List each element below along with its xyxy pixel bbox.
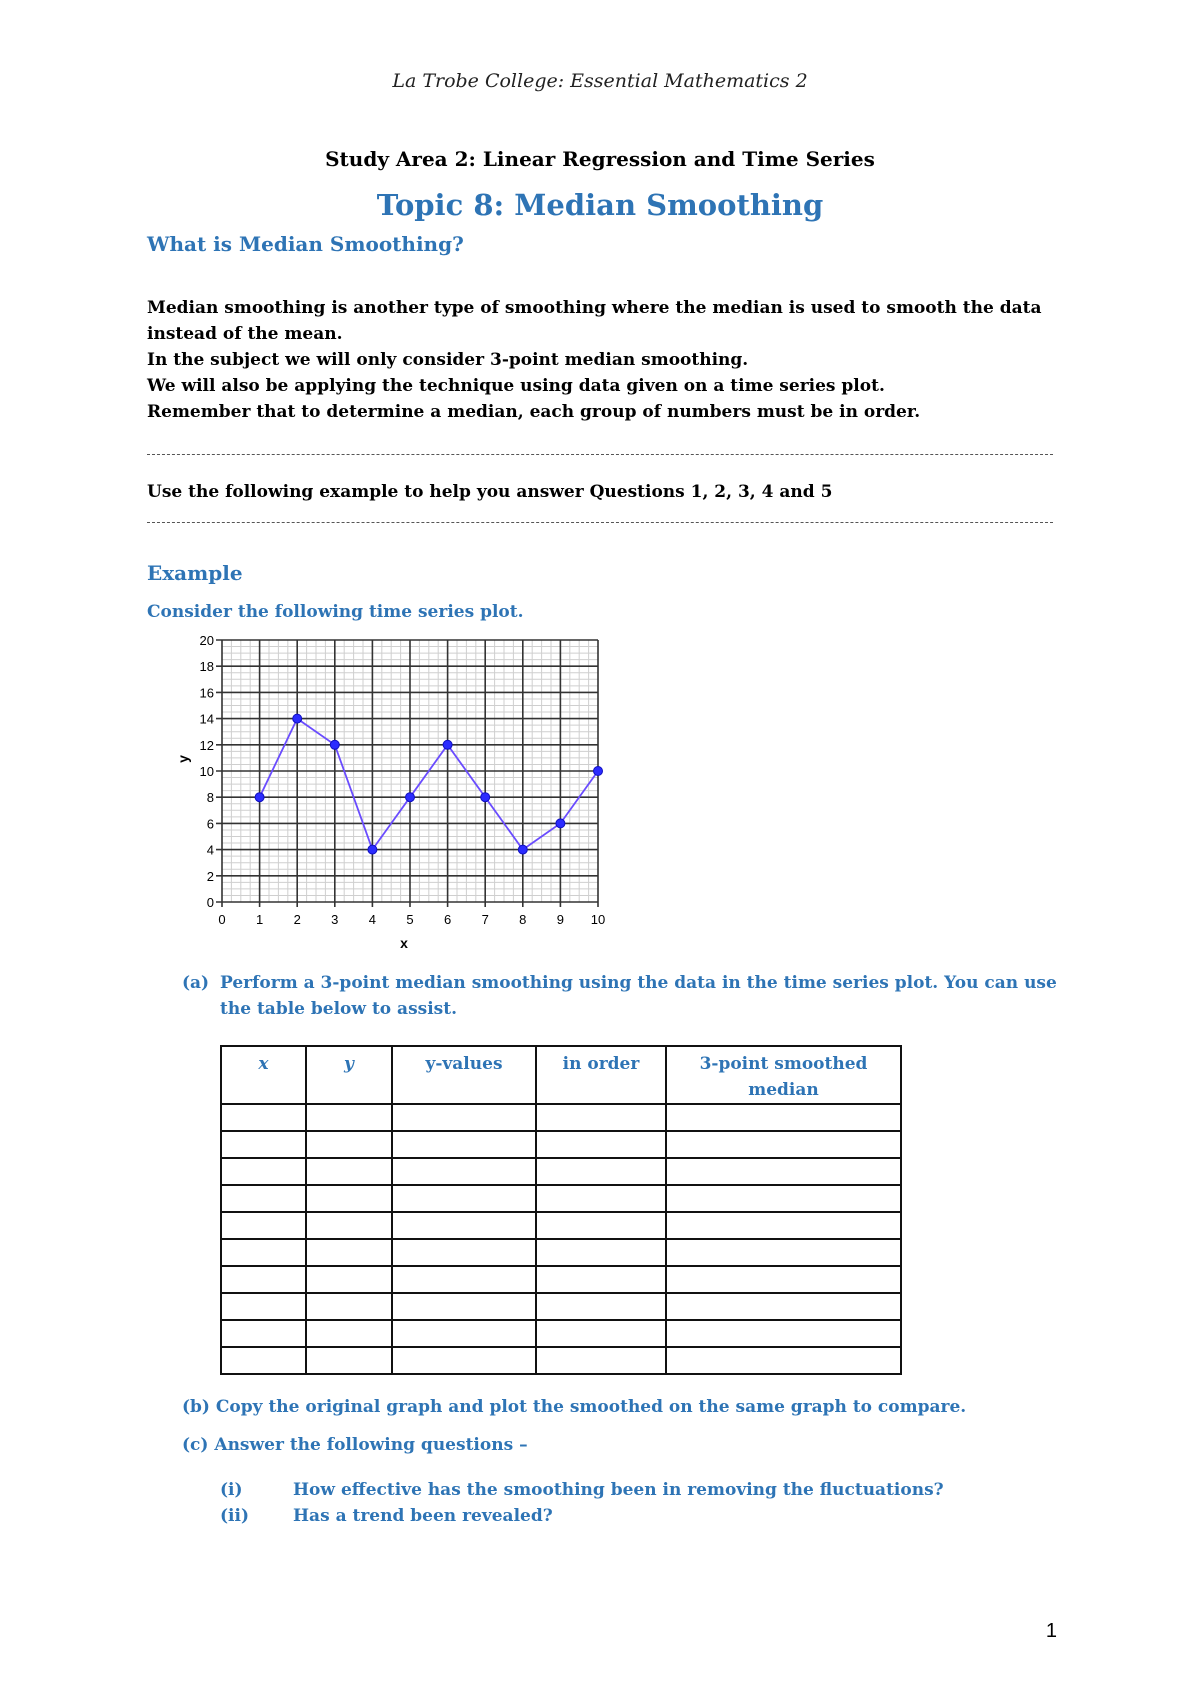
data-point [556, 819, 565, 828]
table-cell[interactable] [666, 1104, 901, 1131]
intro-paragraph [147, 295, 1067, 425]
x-tick-label: 2 [293, 912, 301, 927]
y-tick-label: 12 [199, 737, 214, 753]
table-cell[interactable] [536, 1239, 666, 1266]
x-tick-label: 10 [590, 912, 606, 927]
col-header-smoothed-median: 3-point smoothed median [666, 1046, 901, 1104]
x-tick-label: 4 [368, 912, 377, 927]
y-tick-label: 18 [199, 659, 214, 675]
table-cell[interactable] [221, 1266, 306, 1293]
sub-question-label: (ii) [220, 1506, 250, 1526]
y-tick-label: 2 [206, 868, 214, 884]
table-header-row [221, 1046, 901, 1104]
table-row [221, 1104, 901, 1131]
table-row [221, 1158, 901, 1185]
table-cell[interactable] [392, 1212, 536, 1239]
x-tick-label: 9 [556, 912, 565, 927]
y-tick-label: 16 [199, 685, 214, 701]
table-cell[interactable] [306, 1131, 392, 1158]
y-tick-label: 10 [199, 764, 214, 779]
col-header-y: y [306, 1046, 392, 1104]
table-cell[interactable] [221, 1320, 306, 1347]
time-series-chart [175, 625, 625, 955]
table-cell[interactable] [536, 1131, 666, 1158]
x-tick-label: 8 [519, 912, 527, 927]
page-number: 1 [1045, 1620, 1057, 1642]
table-cell[interactable] [666, 1158, 901, 1185]
table-cell[interactable] [221, 1347, 306, 1374]
table-cell[interactable] [221, 1293, 306, 1320]
x-axis-label: x [400, 935, 408, 951]
table-body [221, 1104, 901, 1374]
table-cell[interactable] [306, 1266, 392, 1293]
table-cell[interactable] [392, 1158, 536, 1185]
running-header: La Trobe College: Essential Mathematics 2 [392, 70, 808, 92]
table-cell[interactable] [221, 1239, 306, 1266]
table-row [221, 1293, 901, 1320]
intro-line: In the subject we will only consider 3-point median smoothing. [147, 350, 749, 370]
question-a [182, 970, 1062, 1022]
table-cell[interactable] [536, 1185, 666, 1212]
table-cell[interactable] [536, 1158, 666, 1185]
table-cell[interactable] [392, 1293, 536, 1320]
dashed-divider [147, 522, 1053, 523]
data-point [594, 767, 603, 776]
topic-title: Topic 8: Median Smoothing [376, 188, 824, 222]
use-example-note: Use the following example to help you answer Questions 1, 2, 3, 4 and 5 [147, 482, 833, 502]
median-working-table [220, 1045, 902, 1375]
intro-line: Remember that to determine a median, each group of numbers must be in order. [147, 402, 921, 422]
example-heading: Example [147, 561, 243, 585]
question-c-text: Answer the following questions – [214, 1435, 528, 1455]
table-cell[interactable] [306, 1158, 392, 1185]
table-cell[interactable] [306, 1104, 392, 1131]
table-cell[interactable] [306, 1347, 392, 1374]
consider-text: Consider the following time series plot. [147, 602, 524, 622]
data-point [443, 740, 452, 749]
intro-line: Median smoothing is another type of smoothing where the median is used to smooth the data [147, 298, 1042, 318]
data-point [330, 740, 339, 749]
table-cell[interactable] [666, 1185, 901, 1212]
data-point [368, 845, 377, 854]
table-cell[interactable] [392, 1131, 536, 1158]
dashed-divider [147, 454, 1053, 455]
x-tick-label: 5 [406, 912, 414, 927]
question-b [182, 1397, 966, 1417]
question-a-text: Perform a 3-point median smoothing using the data in the time series plot. You can use the table below to assist. [220, 973, 1057, 1019]
sub-question-text: Has a trend been revealed? [293, 1506, 553, 1526]
table-cell[interactable] [666, 1266, 901, 1293]
intro-line: We will also be applying the technique using data given on a time series plot. [147, 376, 885, 396]
table-cell[interactable] [221, 1131, 306, 1158]
x-tick-label: 0 [218, 912, 226, 927]
question-b-text: Copy the original graph and plot the smoothed on the same graph to compare. [215, 1397, 967, 1417]
table-row [221, 1347, 901, 1374]
table-cell[interactable] [221, 1185, 306, 1212]
table-cell[interactable] [392, 1347, 536, 1374]
table-cell[interactable] [221, 1158, 306, 1185]
table-cell[interactable] [306, 1239, 392, 1266]
x-tick-label: 3 [331, 912, 339, 927]
sub-question-label: (i) [220, 1480, 243, 1500]
table-cell[interactable] [536, 1293, 666, 1320]
table-cell[interactable] [536, 1320, 666, 1347]
x-tick-label: 6 [443, 912, 452, 927]
col-header-x: x [221, 1046, 306, 1104]
table-row [221, 1266, 901, 1293]
question-c [182, 1435, 528, 1455]
table-cell[interactable] [666, 1347, 901, 1374]
data-point [406, 793, 415, 802]
x-tick-label: 7 [481, 912, 489, 927]
data-point [293, 714, 302, 723]
table-cell[interactable] [221, 1104, 306, 1131]
y-tick-label: 0 [206, 895, 214, 910]
table-row [221, 1131, 901, 1158]
table-cell[interactable] [392, 1320, 536, 1347]
data-point [518, 845, 527, 854]
study-area-title: Study Area 2: Linear Regression and Time Series [325, 147, 875, 171]
table-cell[interactable] [306, 1212, 392, 1239]
question-b-label: (b) [182, 1397, 210, 1417]
table-cell[interactable] [536, 1266, 666, 1293]
table-cell[interactable] [536, 1104, 666, 1131]
table-cell[interactable] [666, 1212, 901, 1239]
question-a-label: (a) [182, 973, 210, 993]
sub-question-text: How effective has the smoothing been in removing the fluctuations? [293, 1480, 944, 1500]
table-row [221, 1212, 901, 1239]
y-tick-label: 20 [199, 633, 214, 648]
table-cell[interactable] [666, 1320, 901, 1347]
y-axis-label: y [175, 755, 191, 763]
data-point [255, 793, 264, 802]
y-tick-label: 8 [206, 790, 214, 806]
table-cell[interactable] [536, 1347, 666, 1374]
table-cell[interactable] [221, 1212, 306, 1239]
y-tick-label: 6 [206, 816, 214, 832]
table-cell[interactable] [536, 1212, 666, 1239]
what-is-heading: What is Median Smoothing? [147, 232, 464, 256]
table-cell[interactable] [666, 1293, 901, 1320]
y-tick-label: 4 [206, 842, 214, 858]
x-tick-label: 1 [255, 912, 264, 927]
table-cell[interactable] [392, 1104, 536, 1131]
data-point [481, 793, 490, 802]
table-cell[interactable] [306, 1293, 392, 1320]
table-cell[interactable] [666, 1131, 901, 1158]
table-cell[interactable] [306, 1320, 392, 1347]
y-tick-label: 14 [199, 711, 214, 727]
col-header-in-order: in order [536, 1046, 666, 1104]
table-cell[interactable] [392, 1239, 536, 1266]
col-header-y-values: y-values [392, 1046, 536, 1104]
table-cell[interactable] [392, 1185, 536, 1212]
table-cell[interactable] [666, 1239, 901, 1266]
table-cell[interactable] [306, 1185, 392, 1212]
question-c-label: (c) [182, 1435, 209, 1455]
table-row [221, 1239, 901, 1266]
table-cell[interactable] [392, 1266, 536, 1293]
table-row [221, 1320, 901, 1347]
intro-line: instead of the mean. [147, 324, 343, 344]
table-row [221, 1185, 901, 1212]
